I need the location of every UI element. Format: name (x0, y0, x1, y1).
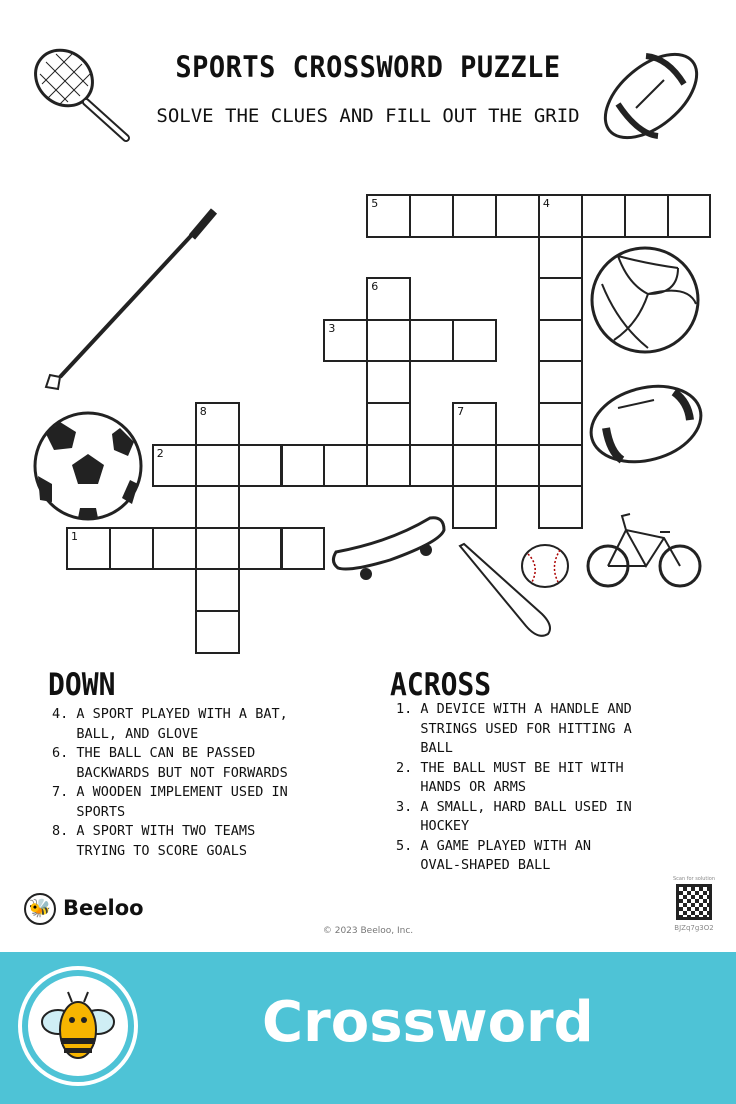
grid-cell[interactable] (366, 444, 411, 488)
grid-cell[interactable] (538, 236, 583, 280)
grid-cell[interactable] (452, 485, 497, 529)
clue-number: 7 (457, 405, 465, 418)
grid-cell[interactable] (366, 277, 411, 321)
down-clue: 7. A WOODEN IMPLEMENT USED IN SPORTS (52, 784, 288, 820)
copyright: © 2023 Beeloo, Inc. (322, 926, 414, 936)
brand-name: Beeloo (63, 896, 144, 920)
qr-code-icon[interactable] (676, 884, 712, 920)
across-clue: 2. THE BALL MUST BE HIT WITH HANDS OR ARMS (396, 759, 624, 795)
grid-cell[interactable] (238, 527, 283, 571)
down-heading: DOWN (48, 666, 116, 703)
down-clue: 8. A SPORT WITH TWO TEAMS TRYING TO SCORE GOALS (52, 823, 256, 859)
grid-cell[interactable] (281, 527, 326, 571)
grid-cell[interactable] (409, 444, 454, 488)
grid-cell[interactable] (366, 360, 411, 404)
grid-cell[interactable] (452, 402, 497, 446)
grid-cell[interactable] (538, 485, 583, 529)
clue-number: 1 (71, 529, 78, 543)
page-title: SPORTS CROSSWORD PUZZLE (175, 50, 561, 85)
clue-number: 2 (156, 446, 164, 460)
grid-cell[interactable] (323, 319, 368, 363)
grid-cell[interactable] (495, 194, 540, 238)
grid-cell[interactable] (195, 610, 240, 654)
down-clue: 4. A SPORT PLAYED WITH A BAT, BALL, AND GLOVE (52, 706, 288, 742)
across-clues (396, 700, 632, 876)
page-subtitle: SOLVE THE CLUES AND FILL OUT THE GRID (156, 105, 580, 127)
grid-cell[interactable] (195, 527, 240, 571)
grid-cell[interactable] (366, 402, 411, 446)
grid-cell[interactable] (452, 194, 497, 238)
grid-cell[interactable] (538, 360, 583, 404)
grid-cell[interactable] (538, 319, 583, 363)
grid-cell[interactable] (409, 194, 454, 238)
grid-cell[interactable] (667, 194, 712, 238)
banner-title: Crossword (262, 990, 594, 1055)
grid-cell[interactable] (238, 444, 283, 488)
grid-cell[interactable] (195, 485, 240, 529)
grid-cell[interactable] (538, 194, 583, 238)
grid-cell[interactable] (152, 527, 197, 571)
qr-caption: Scan for solution (672, 876, 715, 882)
grid-cell[interactable] (195, 402, 240, 446)
across-heading: ACROSS (390, 666, 492, 703)
qr-code-id: BJZq7g3O2 (674, 924, 714, 932)
grid-cell[interactable] (624, 194, 669, 238)
grid-cell[interactable] (538, 277, 583, 321)
grid-cell[interactable] (323, 444, 368, 488)
across-clue: 5. A GAME PLAYED WITH AN OVAL-SHAPED BALL (396, 837, 592, 873)
clue-number: 3 (328, 321, 336, 335)
grid-cell[interactable] (152, 444, 197, 488)
clue-number: 8 (199, 405, 207, 418)
down-clue: 6. THE BALL CAN BE PASSED BACKWARDS BUT NOT FORWARDS (52, 745, 288, 781)
grid-cell[interactable] (66, 527, 111, 571)
across-clue: 3. A SMALL, HARD BALL USED IN HOCKEY (396, 798, 632, 834)
grid-cell[interactable] (452, 319, 497, 363)
grid-cell[interactable] (109, 527, 154, 571)
clue-number: 4 (542, 197, 550, 210)
grid-cell[interactable] (195, 444, 240, 488)
down-clues (52, 705, 288, 861)
grid-cell[interactable] (195, 568, 240, 612)
clue-number: 6 (371, 280, 379, 294)
across-clue: 1. A DEVICE WITH A HANDLE AND STRINGS USED FOR HITTING A BALL (396, 701, 632, 756)
grid-cell[interactable] (495, 444, 540, 488)
bee-logo-icon: 🐝 (24, 893, 56, 925)
grid-cell[interactable] (581, 194, 626, 238)
clue-number: 5 (371, 197, 379, 210)
grid-cell[interactable] (538, 444, 583, 488)
bee-mascot-icon (22, 970, 134, 1082)
grid-cell[interactable] (366, 319, 411, 363)
grid-cell[interactable] (452, 444, 497, 488)
grid-cell[interactable] (538, 402, 583, 446)
grid-cell[interactable] (366, 194, 411, 238)
grid-cell[interactable] (281, 444, 326, 488)
grid-cell[interactable] (409, 319, 454, 363)
